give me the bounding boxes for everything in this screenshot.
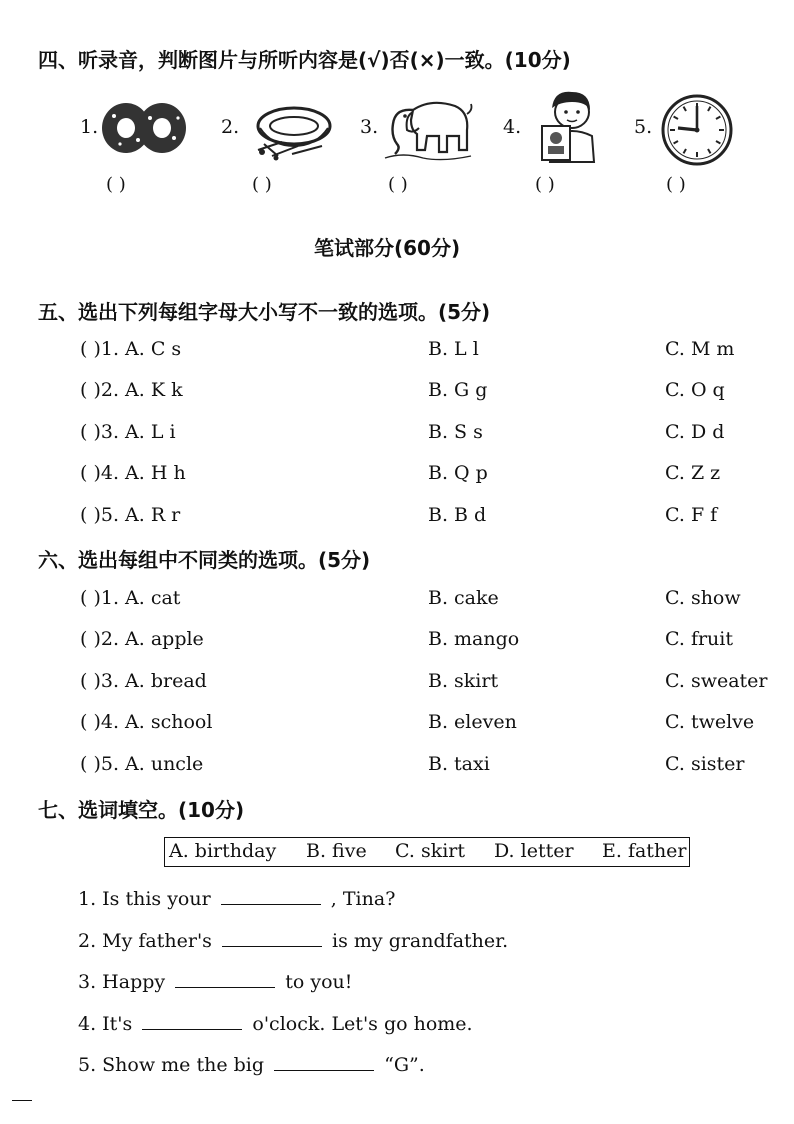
item-2-number: 2. (221, 116, 240, 138)
item-3-number: 3. (360, 116, 379, 138)
fill-sentence-1 (78, 886, 395, 910)
answer-paren-4[interactable]: ( ) (535, 174, 555, 195)
blank-3[interactable] (175, 969, 275, 988)
written-part-title: 笔试部分(60分) (314, 236, 461, 260)
elephant-icon (383, 90, 475, 162)
s6-row-3-c[interactable]: C. sweater (665, 670, 768, 692)
donut-icon (100, 100, 188, 156)
section-6-heading: 六、选出每组中不同类的选项。(5分) (38, 548, 371, 572)
s5-row-3-a[interactable]: ( )3. A. L i (80, 421, 176, 443)
sentence-3-before: 3. Happy (78, 971, 166, 993)
s5-row-2-b[interactable]: B. G g (428, 379, 488, 401)
s6-row-4-a[interactable]: ( )4. A. school (80, 711, 213, 733)
answer-paren-5[interactable]: ( ) (666, 174, 686, 195)
s5-row-1-a[interactable]: ( )1. A. C s (80, 338, 182, 360)
fill-sentence-2 (78, 928, 508, 952)
s6-row-2-c[interactable]: C. fruit (665, 628, 734, 650)
s6-row-4-b[interactable]: B. eleven (428, 711, 517, 733)
item-1-number: 1. (80, 116, 99, 138)
sentence-2-before: 2. My father's (78, 930, 212, 952)
s6-row-3-a[interactable]: ( )3. A. bread (80, 670, 207, 692)
answer-paren-1[interactable]: ( ) (106, 174, 126, 195)
answer-paren-3[interactable]: ( ) (388, 174, 408, 195)
s5-row-2-c[interactable]: C. O q (665, 379, 725, 401)
fill-sentence-5 (78, 1052, 425, 1076)
s5-row-5-b[interactable]: B. B d (428, 504, 487, 526)
s6-row-5-a[interactable]: ( )5. A. uncle (80, 753, 204, 775)
s5-row-4-b[interactable]: B. Q p (428, 462, 488, 484)
s6-row-3-b[interactable]: B. skirt (428, 670, 499, 692)
word-option-d: D. letter (494, 840, 574, 862)
sentence-3-after: to you! (285, 971, 353, 993)
s5-row-4-c[interactable]: C. Z z (665, 462, 721, 484)
s6-row-5-c[interactable]: C. sister (665, 753, 745, 775)
s5-row-1-c[interactable]: C. M m (665, 338, 735, 360)
word-bank-box (164, 837, 690, 867)
s5-row-1-b[interactable]: B. L l (428, 338, 479, 360)
s6-row-5-b[interactable]: B. taxi (428, 753, 490, 775)
word-option-e: E. father (602, 840, 687, 862)
item-4-number: 4. (503, 116, 522, 138)
word-option-b: B. five (306, 840, 367, 862)
sentence-4-after: o'clock. Let's go home. (252, 1013, 473, 1035)
s5-row-5-c[interactable]: C. F f (665, 504, 718, 526)
fill-sentence-4 (78, 1011, 473, 1035)
word-option-a: A. birthday (169, 840, 277, 862)
boy-with-book-icon (538, 88, 600, 164)
s6-row-2-a[interactable]: ( )2. A. apple (80, 628, 204, 650)
blank-4[interactable] (142, 1011, 242, 1030)
s5-row-3-b[interactable]: B. S s (428, 421, 483, 443)
page-edge-mark (12, 1100, 32, 1101)
clock-icon (656, 94, 738, 166)
s5-row-2-a[interactable]: ( )2. A. K k (80, 379, 183, 401)
sentence-5-before: 5. Show me the big (78, 1054, 265, 1076)
sentence-1-after: , Tina? (330, 888, 396, 910)
s5-row-4-a[interactable]: ( )4. A. H h (80, 462, 186, 484)
item-5-number: 5. (634, 116, 653, 138)
section-5-heading: 五、选出下列每组字母大小写不一致的选项。(5分) (38, 300, 491, 324)
blank-2[interactable] (222, 928, 322, 947)
sentence-1-before: 1. Is this your (78, 888, 211, 910)
bird-nest-icon (252, 98, 336, 162)
sentence-5-after: “G”. (384, 1054, 425, 1076)
section-4-heading: 四、听录音，判断图片与所听内容是(√)否(×)一致。(10分) (38, 48, 571, 72)
word-option-c: C. skirt (395, 840, 465, 862)
blank-1[interactable] (221, 886, 321, 905)
s6-row-1-b[interactable]: B. cake (428, 587, 499, 609)
blank-5[interactable] (274, 1052, 374, 1071)
sentence-4-before: 4. It's (78, 1013, 133, 1035)
s6-row-1-c[interactable]: C. show (665, 587, 741, 609)
s6-row-4-c[interactable]: C. twelve (665, 711, 755, 733)
answer-paren-2[interactable]: ( ) (252, 174, 272, 195)
s6-row-2-b[interactable]: B. mango (428, 628, 520, 650)
section-7-heading: 七、选词填空。(10分) (38, 798, 245, 822)
fill-sentence-3 (78, 969, 352, 993)
sentence-2-after: is my grandfather. (332, 930, 509, 952)
s5-row-5-a[interactable]: ( )5. A. R r (80, 504, 181, 526)
s5-row-3-c[interactable]: C. D d (665, 421, 725, 443)
s6-row-1-a[interactable]: ( )1. A. cat (80, 587, 181, 609)
